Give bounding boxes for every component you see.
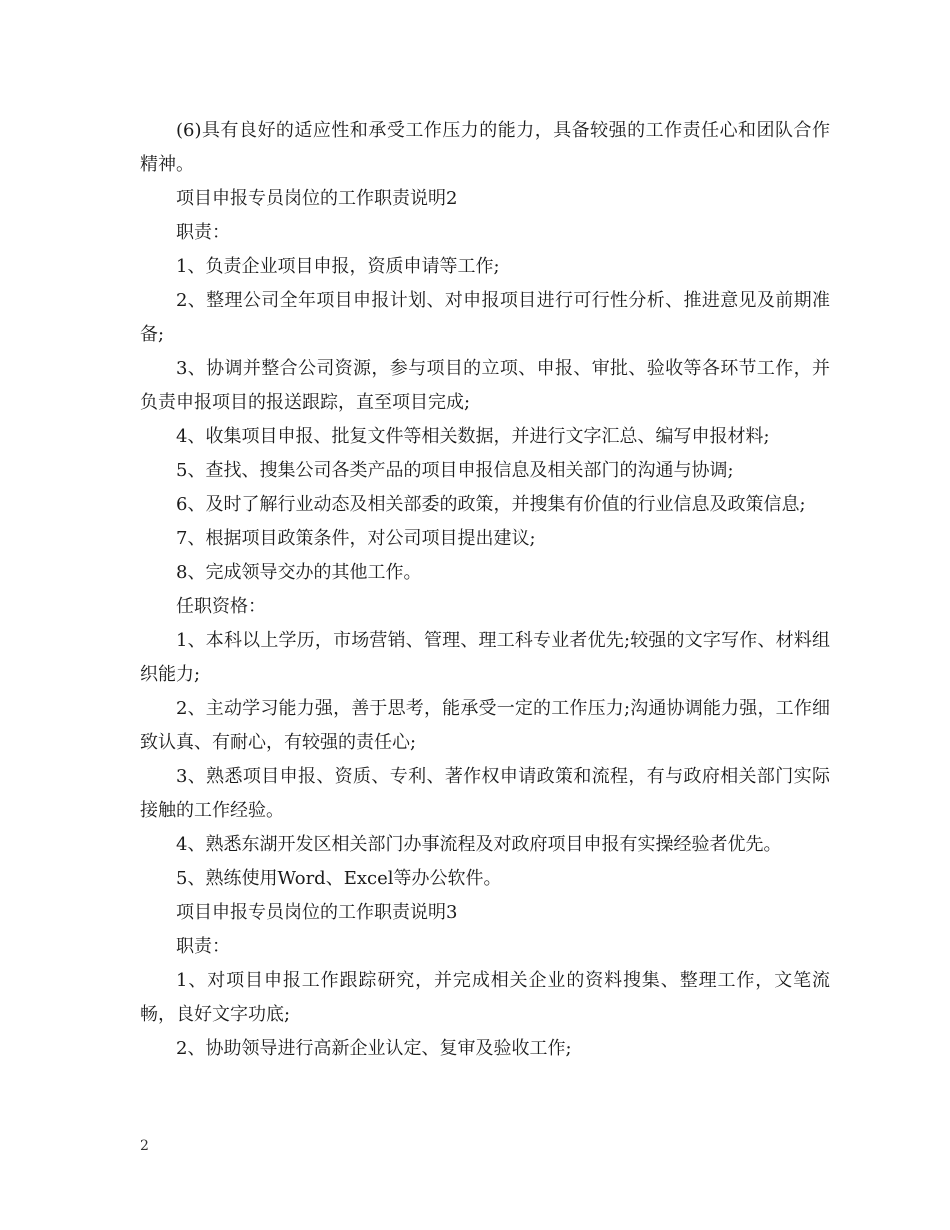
- duty-item-3: 3、协调并整合公司资源，参与项目的立项、申报、审批、验收等各环节工作，并负责申报项目的报送跟踪，直至项目完成;: [140, 358, 830, 413]
- duty-item-6: 6、及时了解行业动态及相关部委的政策，并搜集有价值的行业信息及政策信息;: [176, 494, 806, 515]
- duty-item-7: 7、根据项目政策条件，对公司项目提出建议;: [176, 528, 536, 549]
- qualifications-label: 任职资格：: [176, 596, 266, 617]
- qualification-item-4: 4、熟悉东湖开发区相关部门办事流程及对政府项目申报有实操经验者优先。: [176, 834, 782, 855]
- duties-label-3: 职责：: [176, 936, 230, 957]
- duty-3-item-1: 1、对项目申报工作跟踪研究，并完成相关企业的资料搜集、整理工作，文笔流畅，良好文字功底;: [140, 970, 830, 1025]
- duty-item-2: 2、整理公司全年项目申报计划、对申报项目进行可行性分析、推进意见及前期准备;: [140, 290, 830, 345]
- qualification-item-5: 5、熟练使用Word、Excel等办公软件。: [176, 868, 502, 889]
- section-heading-2: 项目申报专员岗位的工作职责说明2: [176, 188, 458, 209]
- duty-3-item-2: 2、协助领导进行高新企业认定、复审及验收工作;: [176, 1038, 572, 1059]
- qualification-item-1: 1、本科以上学历，市场营销、管理、理工科专业者优先;较强的文字写作、材料组织能力;: [140, 630, 830, 685]
- qualification-item-3: 3、熟悉项目申报、资质、专利、著作权申请政策和流程，有与政府相关部门实际接触的工作经验。: [140, 766, 830, 821]
- duty-item-4: 4、收集项目申报、批复文件等相关数据，并进行文字汇总、编写申报材料;: [176, 426, 770, 447]
- qualification-item-2: 2、主动学习能力强，善于思考，能承受一定的工作压力;沟通协调能力强，工作细致认真、有耐心，有较强的责任心;: [140, 698, 830, 753]
- duty-item-1: 1、负责企业项目申报，资质申请等工作;: [176, 256, 500, 277]
- duty-item-5: 5、查找、搜集公司各类产品的项目申报信息及相关部门的沟通与协调;: [176, 460, 734, 481]
- paragraph-ability: (6)具有良好的适应性和承受工作压力的能力，具备较强的工作责任心和团队合作精神。: [140, 120, 830, 175]
- document-body: [140, 114, 830, 1066]
- duties-label: 职责：: [176, 222, 230, 243]
- duty-item-8: 8、完成领导交办的其他工作。: [176, 562, 422, 583]
- section-heading-3: 项目申报专员岗位的工作职责说明3: [176, 902, 458, 923]
- page-number: 2: [140, 1138, 149, 1154]
